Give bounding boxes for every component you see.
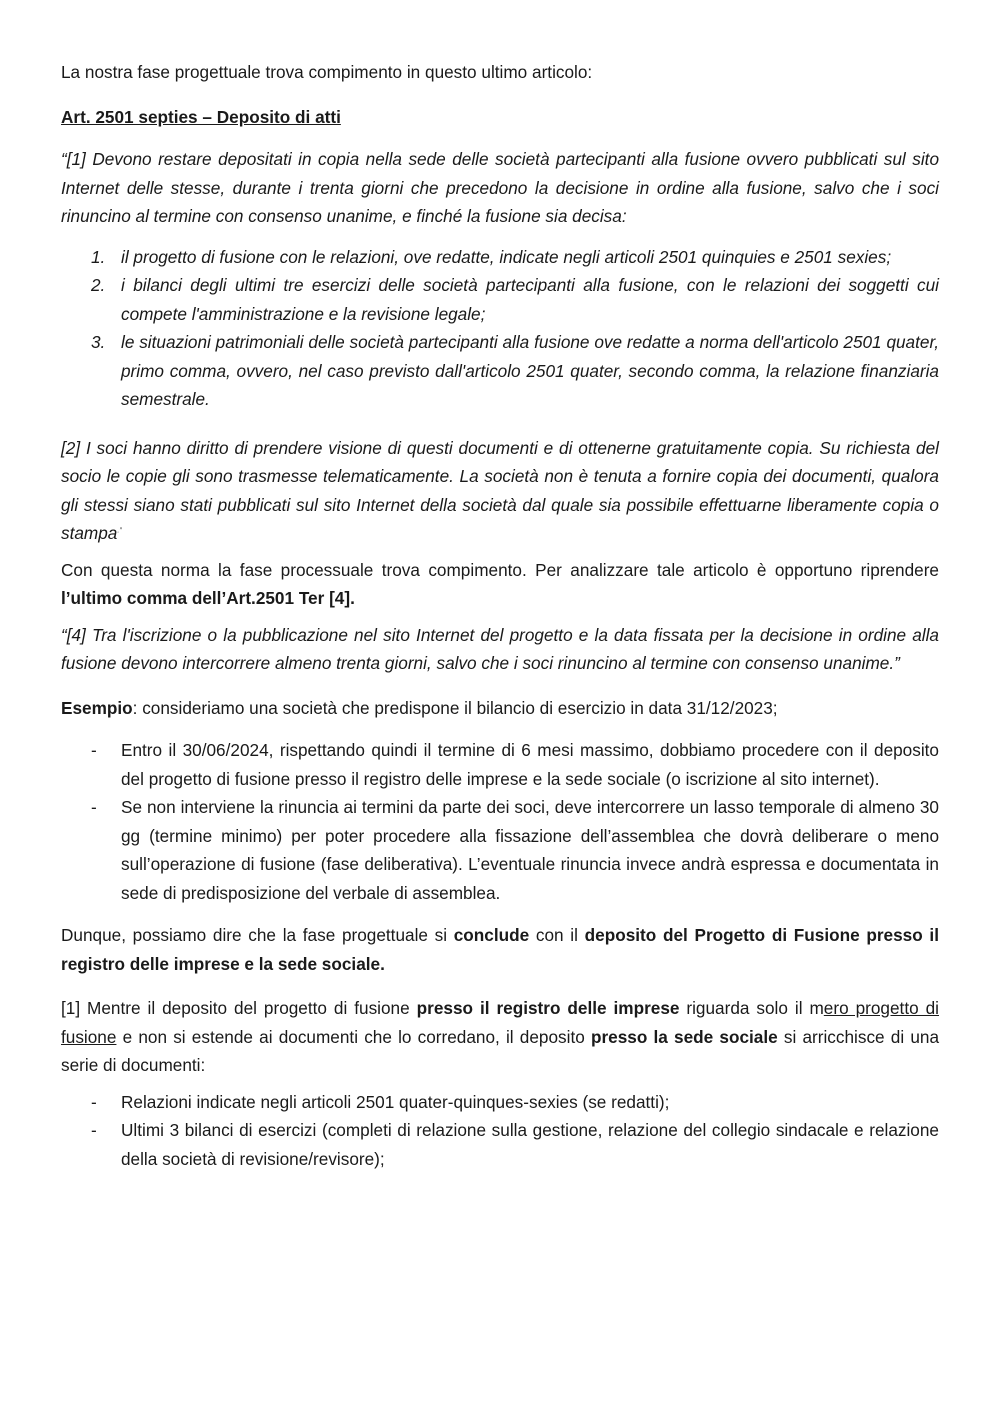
quote-paragraph-1: “[1] Devono restare depositati in copia nella sede delle società partecipanti alla fusione ovvero pubblicati sul sito Internet delle stesse, durante i trenta giorni che precedono la decisione in ordine alla fusione, salvo che i soci rinuncino al termine con consenso unanime, e finché la fusione sia decisa: [61, 149, 939, 226]
list-marker: - [91, 1120, 97, 1140]
quote-numbered-list [61, 243, 939, 414]
list-item-text: le situazioni patrimoniali delle società partecipanti alla fusione ove redatte a norma dell'articolo 2501 quater, primo comma, ovvero, nel caso previsto dall'articolo 2501 quater, secondo comma, la relazione finanziaria semestrale. [121, 332, 939, 409]
list-item [61, 1116, 939, 1173]
quote-paragraph-2 [61, 434, 939, 548]
list-item [61, 243, 939, 272]
quote-paragraph-3: “[4] Tra l'iscrizione o la pubblicazione nel sito Internet del progetto e la data fissata per la decisione in ordine alla fusione devono intercorrere almeno trenta giorni, salvo che i soci rinuncino al termine con consenso unanime.” [61, 624, 939, 673]
list-marker: - [91, 797, 97, 817]
list-item [61, 793, 939, 907]
list-marker: - [91, 740, 97, 760]
conclusion-text-1: Dunque, possiamo dire che la fase progettuale si [61, 925, 454, 945]
document-page [61, 58, 939, 1187]
quote-paragraph-2-text: [2] I soci hanno diritto di prendere visione di questi documenti e di ottenerne gratuitamente copia. Su richiesta del socio le copie gli sono trasmesse telematicamente. La società non è tenuta a fornire copia dei documenti, qualora gli stessi siano stati pubblicati sul sito Internet della società dal quale sia possibile effettuarne liberamente copia o stampa [61, 437, 939, 543]
quote-paragraph-2-end: .” [117, 527, 122, 535]
list-marker: 3. [91, 332, 106, 352]
list-item [61, 328, 939, 414]
example-paragraph [61, 694, 939, 723]
footnote-paragraph [61, 994, 939, 1080]
norma-text: Con questa norma la fase processuale trova compimento. Per analizzare tale articolo è opportuno riprendere [61, 559, 939, 580]
list-item-text: Ultimi 3 bilanci di esercizi (completi di relazione sulla gestione, relazione del collegio sindacale e relazione della società di revisione/revisore); [121, 1120, 939, 1169]
footnote-bold-1: presso il registro delle imprese [416, 998, 680, 1018]
list-item [61, 271, 939, 328]
list-item-text: Se non interviene la rinuncia ai termini da parte dei soci, deve intercorrere un lasso temporale di almeno 30 gg (termine minimo) per poter procedere alla fissazione dell’assemblea che dovrà deliberare o meno sull’operazione di fusione (fase deliberativa). L’eventuale rinuncia invece andrà espressa e documentata in sede di predisposizione del verbale di assemblea. [121, 797, 939, 903]
list-item [61, 1088, 939, 1117]
list-marker: - [91, 1091, 97, 1112]
list-item-text: il progetto di fusione con le relazioni, ove redatte, indicate negli articoli 2501 quinquies e 2501 sexies; [121, 246, 892, 267]
footnote-underlined: ero progetto di fusione [61, 998, 939, 1047]
example-label: Esempio [61, 697, 133, 718]
conclusion-text-2: con il [529, 925, 585, 945]
list-item-text: Relazioni indicate negli articoli 2501 quater-quinques-sexies (se redatti); [121, 1091, 670, 1112]
list-marker: 2. [91, 275, 106, 295]
list-item-text: i bilanci degli ultimi tre esercizi delle società partecipanti alla fusione, con le relazioni dei soggetti cui compete l'amministrazione e la revisione legale; [121, 275, 939, 324]
footnote-text-3: e non si estende ai documenti che lo corredano, il deposito [116, 1026, 591, 1047]
footnote-text-2: riguarda solo il m [679, 998, 824, 1018]
intro-paragraph: La nostra fase progettuale trova compimento in questo ultimo articolo: [61, 62, 593, 82]
norma-bold: l’ultimo comma dell’Art.2501 Ter [4]. [61, 588, 355, 608]
list-item [61, 736, 939, 793]
list-marker: 1. [91, 246, 106, 267]
article-heading: Art. 2501 septies – Deposito di atti [61, 106, 341, 127]
norma-paragraph [61, 556, 939, 613]
conclusion-bold-2: deposito del Progetto di Fusione presso il registro delle imprese e la sede sociale. [61, 925, 939, 974]
example-list [61, 736, 939, 907]
conclusion-paragraph [61, 921, 939, 978]
list-item-text: Entro il 30/06/2024, rispettando quindi il termine di 6 mesi massimo, dobbiamo procedere con il deposito del progetto di fusione presso il registro delle imprese e la sede sociale (o iscrizione al sito internet). [121, 740, 939, 789]
footnote-text-1: [1] Mentre il deposito del progetto di fusione [61, 998, 417, 1018]
conclusion-bold-1: conclude [453, 925, 530, 945]
example-text: : consideriamo una società che predispone il bilancio di esercizio in data 31/12/2023; [132, 697, 778, 718]
footnote-list [61, 1088, 939, 1174]
footnote-bold-2: presso la sede sociale [590, 1026, 778, 1047]
footnote-text-4: si arricchisce di una serie di documenti: [61, 1026, 940, 1075]
